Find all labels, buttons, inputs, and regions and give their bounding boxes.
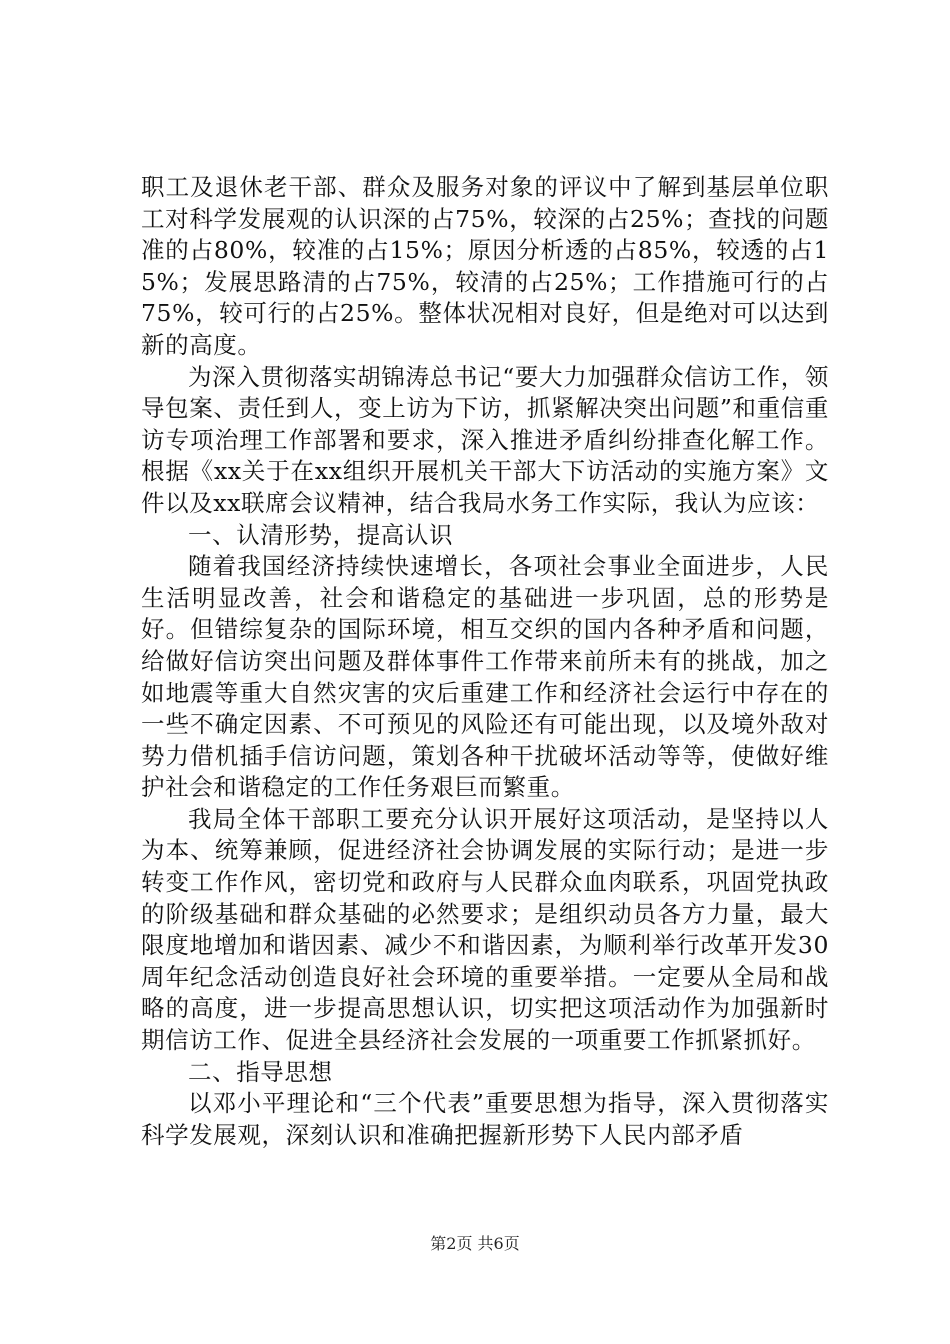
page-number-footer: 第2页 共6页 (430, 1234, 520, 1253)
paragraph-situation: 随着我国经济持续快速增长，各项社会事业全面进步，人民生活明显改善，社会和谐稳定的基础进一步巩固，总的形势是好。但错综复杂的国际环境，相互交织的国内各种矛盾和问题，给做好信访突出问题及群体事件工作带来前所未有的挑战，加之如地震等重大自然灾害的灾后重建工作和经济社会运行中存在的一些不确定因素、不可预见的风险还有可能出现，以及境外敌对势力借机插手信访问题，策划各种干扰破坏活动等等，使做好维护社会和谐稳定的工作任务艰巨而繁重。 (141, 552, 829, 802)
paragraph-purpose: 为深入贯彻落实胡锦涛总书记“要大力加强群众信访工作，领导包案、责任到人，变上访为下访，抓紧解决突出问题”和重信重访专项治理工作部署和要求，深入推进矛盾纠纷排查化解工作。根据《xx关于在xx组织开展机关干部大下访活动的实施方案》文件以及xx联席会议精神，结合我局水务工作实际，我认为应该： (141, 362, 829, 517)
document-body (141, 172, 829, 1151)
section-heading-2: 二、指导思想 (188, 1057, 333, 1086)
paragraph-guiding-thought: 以邓小平理论和“三个代表”重要思想为指导，深入贯彻落实科学发展观，深刻认识和准确把握新形势下人民内部矛盾 (141, 1089, 829, 1149)
section-heading-1: 一、认清形势，提高认识 (188, 520, 454, 549)
paragraph-significance: 我局全体干部职工要充分认识开展好这项活动，是坚持以人为本、统筹兼顾，促进经济社会协调发展的实际行动；是进一步转变工作作风，密切党和政府与人民群众血肉联系，巩固党执政的阶级基础和群众基础的必然要求；是组织动员各方力量，最大限度地增加和谐因素、减少不和谐因素，为顺利举行改革开发30周年纪念活动创造良好社会环境的重要举措。一定要从全局和战略的高度，进一步提高思想认识，切实把这项活动作为加强新时期信访工作、促进全县经济社会发展的一项重要工作抓紧抓好。 (141, 804, 829, 1055)
paragraph-intro-continued: 职工及退休老干部、群众及服务对象的评议中了解到基层单位职工对科学发展观的认识深的占75%，较深的占25%；查找的问题准的占80%，较准的占15%；原因分析透的占85%，较透的占15%；发展思路清的占75%，较清的占25%；工作措施可行的占75%，较可行的占25%。整体状况相对良好，但是绝对可以达到新的高度。 (141, 173, 829, 359)
